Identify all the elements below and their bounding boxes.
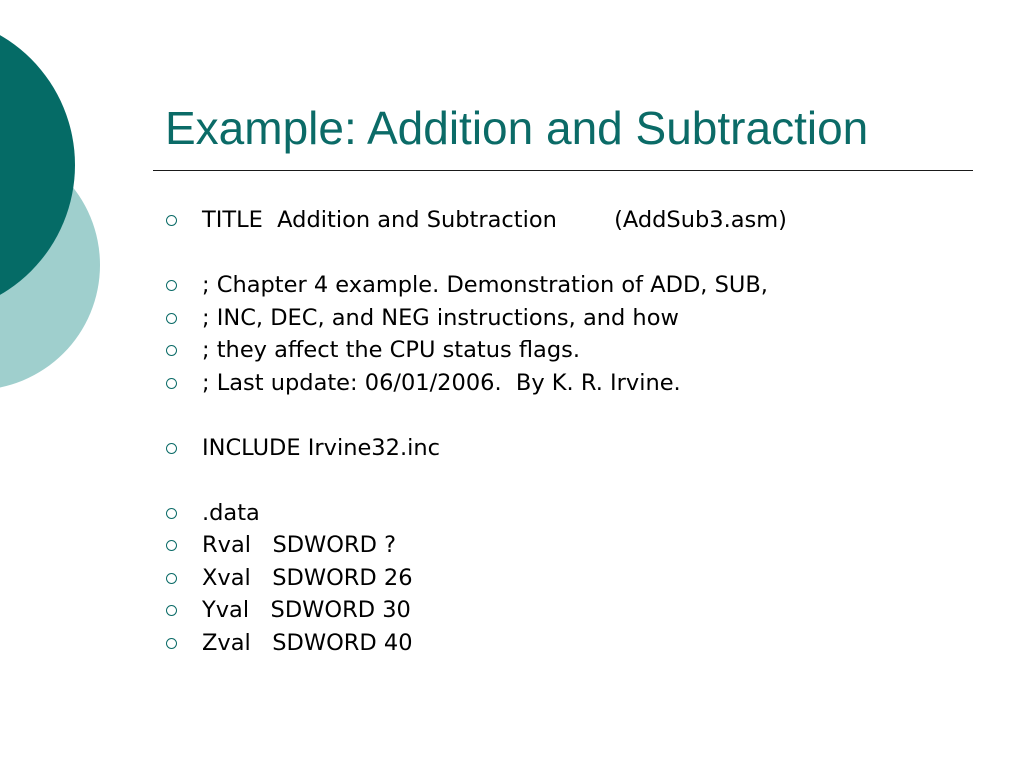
hollow-circle-bullet-icon	[166, 378, 177, 389]
bullet-text: ; Last update: 06/01/2006. By K. R. Irvine.	[202, 369, 681, 396]
bullet-item	[160, 269, 768, 302]
hollow-circle-bullet-icon	[166, 345, 177, 356]
bullet-text: Yval SDWORD 30	[202, 597, 411, 623]
bullet-text: Xval SDWORD 26	[202, 564, 413, 591]
hollow-circle-bullet-icon	[166, 508, 177, 519]
bullet-item	[160, 302, 679, 335]
hollow-circle-bullet-icon	[166, 573, 177, 584]
hollow-circle-bullet-icon	[166, 605, 177, 616]
hollow-circle-bullet-icon	[166, 443, 177, 454]
hollow-circle-bullet-icon	[166, 313, 177, 324]
bullet-text: INCLUDE Irvine32.inc	[202, 434, 440, 461]
bullet-text: Rval SDWORD ?	[202, 532, 397, 558]
slide-title: Example: Addition and Subtraction	[165, 102, 869, 154]
bullet-text: Zval SDWORD 40	[202, 629, 413, 656]
hollow-circle-bullet-icon	[166, 280, 177, 291]
title-divider	[153, 170, 973, 171]
bullet-item	[160, 594, 411, 627]
hollow-circle-bullet-icon	[166, 540, 177, 551]
bullet-item	[160, 627, 413, 660]
hollow-circle-bullet-icon	[166, 638, 177, 649]
bullet-text: ; INC, DEC, and NEG instructions, and how	[202, 304, 679, 331]
bullet-text: ; they affect the CPU status flags.	[202, 337, 580, 363]
bullet-item	[160, 204, 787, 237]
bullet-item	[160, 367, 681, 400]
bullet-item	[160, 334, 580, 367]
bullet-item	[160, 529, 397, 562]
bullet-item	[160, 562, 413, 595]
bullet-text: TITLE Addition and Subtraction (AddSub3.asm)	[202, 207, 787, 233]
bullet-text: .data	[202, 499, 260, 526]
bullet-list	[160, 204, 787, 659]
bullet-item	[160, 497, 260, 530]
hollow-circle-bullet-icon	[166, 215, 177, 226]
bullet-item	[160, 432, 440, 465]
bullet-text: ; Chapter 4 example. Demonstration of ADD, SUB,	[202, 272, 768, 298]
